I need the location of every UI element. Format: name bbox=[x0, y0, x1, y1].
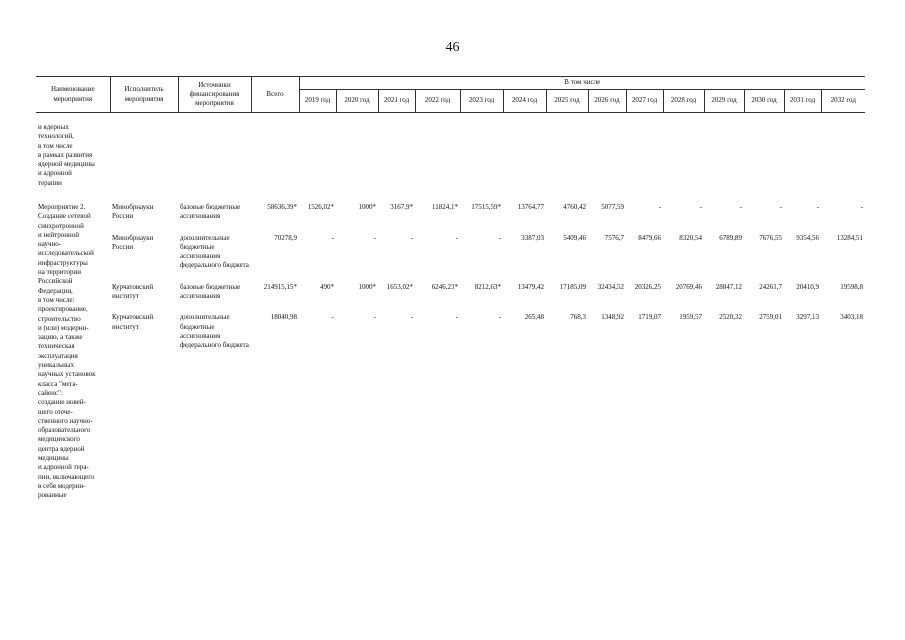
value-cell: 8212,63* bbox=[474, 282, 501, 291]
value-cell: - bbox=[331, 313, 334, 322]
value-cell: 3297,13 bbox=[796, 313, 819, 322]
table-row bbox=[36, 113, 865, 204]
year-header: 2029 год bbox=[704, 90, 744, 113]
year-header: 2031 год bbox=[784, 90, 821, 113]
value-cell: 32434,52 bbox=[597, 282, 624, 291]
value-cell: 7576,7 bbox=[604, 233, 624, 242]
value-cell: - bbox=[816, 203, 819, 211]
intro-cell: и ядерных технологий, в том числе в рамках развития ядерной медицины и адронной терапии bbox=[38, 123, 95, 187]
total-cell: 214915,15* bbox=[263, 282, 297, 291]
col-header-total: Всего bbox=[251, 77, 299, 113]
value-cell: - bbox=[373, 313, 376, 322]
value-cell: - bbox=[779, 203, 782, 211]
value-cell: 13284,51 bbox=[836, 233, 863, 242]
source-cell: базовые бюджетные ассигнования bbox=[180, 203, 241, 221]
value-cell: 1653,02* bbox=[386, 282, 413, 291]
value-cell: 5409,46 bbox=[563, 233, 586, 242]
year-header: 2022 год bbox=[415, 90, 460, 113]
value-cell: 490* bbox=[320, 282, 334, 291]
value-cell: - bbox=[455, 313, 458, 322]
col-header-name: Наименование мероприятия bbox=[36, 77, 110, 113]
value-cell: 7676,55 bbox=[759, 233, 782, 242]
value-cell: 13764,77 bbox=[517, 203, 544, 211]
col-header-group: В том числе bbox=[299, 77, 865, 90]
financing-table bbox=[36, 76, 865, 501]
year-header: 2030 год bbox=[744, 90, 784, 113]
value-cell: 3403,18 bbox=[840, 313, 863, 322]
total-cell: 70278,9 bbox=[274, 233, 297, 242]
value-cell: 2520,32 bbox=[719, 313, 742, 322]
year-header: 2028 год bbox=[663, 90, 704, 113]
value-cell: 9354,56 bbox=[796, 233, 819, 242]
page-number: 46 bbox=[445, 40, 460, 55]
value-cell: 4760,42 bbox=[563, 203, 586, 211]
year-header: 2024 год bbox=[503, 90, 546, 113]
value-cell: - bbox=[410, 233, 413, 242]
value-cell: - bbox=[699, 203, 702, 211]
value-cell: 2759,01 bbox=[759, 313, 782, 322]
value-cell: 20410,9 bbox=[796, 282, 819, 291]
value-cell: 11824,1* bbox=[432, 203, 458, 211]
value-cell: 20326,25 bbox=[634, 282, 661, 291]
year-header: 2032 год bbox=[821, 90, 865, 113]
value-cell: - bbox=[498, 313, 501, 322]
table-row bbox=[36, 203, 865, 222]
table-row bbox=[36, 271, 865, 302]
executor-cell: Минобрнауки России bbox=[112, 233, 154, 251]
executor-cell: Курчатовский институт bbox=[112, 282, 154, 301]
col-header-executor: Исполнитель мероприятия bbox=[110, 77, 178, 113]
value-cell: 1959,57 bbox=[679, 313, 702, 322]
value-cell: 13479,42 bbox=[517, 282, 544, 291]
executor-cell: Курчатовский институт bbox=[112, 313, 154, 331]
value-cell: 6789,89 bbox=[719, 233, 742, 242]
value-cell: 19598,8 bbox=[840, 282, 863, 291]
executor-cell: Минобрнауки России bbox=[112, 203, 154, 221]
value-cell: 5077,59 bbox=[601, 203, 624, 211]
value-cell: 20769,46 bbox=[675, 282, 702, 291]
value-cell: 28847,12 bbox=[715, 282, 742, 291]
value-cell: 17185,09 bbox=[559, 282, 586, 291]
source-cell: дополнительные бюджетные ассигнования федерального бюджета bbox=[180, 233, 249, 270]
total-cell: 58636,39* bbox=[267, 203, 297, 211]
col-header-source: Источники финансирования мероприятия bbox=[178, 77, 251, 113]
value-cell: 1000* bbox=[358, 203, 376, 211]
source-cell: базовые бюджетные ассигнования bbox=[180, 282, 241, 301]
year-header: 2027 год bbox=[626, 90, 663, 113]
year-header: 2025 год bbox=[546, 90, 588, 113]
value-cell: 768,3 bbox=[570, 313, 586, 322]
value-cell: 3387,03 bbox=[521, 233, 544, 242]
value-cell: 1000* bbox=[358, 282, 376, 291]
measure-name-cell: Мероприятие 2. Создание сетевой синхротронной и нейтронной научно- исследовательской инфраструктуры на территории Российской Федерации, в том числе: проектирование, строительство и (или) модерни- зацию, а также техническая эксплуатация уникальных научных установок класса "мега- сайенс": создание новей- шего отече- ственного научно- образовательного медицинского центра ядерной медицины и адронной тера- пии, включающего в себя модерни- рованные bbox=[38, 203, 96, 500]
value-cell: 6246,23* bbox=[431, 282, 458, 291]
value-cell: - bbox=[410, 313, 413, 322]
total-cell: 18040,98 bbox=[270, 313, 297, 322]
year-header: 2026 год bbox=[588, 90, 626, 113]
year-header: 2020 год bbox=[336, 90, 378, 113]
value-cell: - bbox=[331, 233, 334, 242]
value-cell: 1348,92 bbox=[601, 313, 624, 322]
year-header: 2023 год bbox=[460, 90, 503, 113]
value-cell: - bbox=[498, 233, 501, 242]
value-cell: - bbox=[860, 203, 863, 211]
table-row bbox=[36, 222, 865, 271]
value-cell: - bbox=[455, 233, 458, 242]
table-row bbox=[36, 301, 865, 501]
source-cell: дополнительные бюджетные ассигнования федерального бюджета bbox=[180, 313, 249, 350]
value-cell: 1719,07 bbox=[638, 313, 661, 322]
value-cell: 24261,7 bbox=[759, 282, 782, 291]
value-cell: 17515,59* bbox=[471, 203, 501, 211]
value-cell: 8479,66 bbox=[638, 233, 661, 242]
value-cell: 265,48 bbox=[524, 313, 544, 322]
value-cell: - bbox=[739, 203, 742, 211]
value-cell: - bbox=[373, 233, 376, 242]
year-header: 2021 год bbox=[378, 90, 415, 113]
value-cell: 3167,9* bbox=[390, 203, 413, 211]
year-header: 2019 год bbox=[299, 90, 336, 113]
value-cell: 1526,02* bbox=[307, 203, 334, 211]
value-cell: - bbox=[658, 203, 661, 211]
value-cell: 8320,54 bbox=[679, 233, 702, 242]
